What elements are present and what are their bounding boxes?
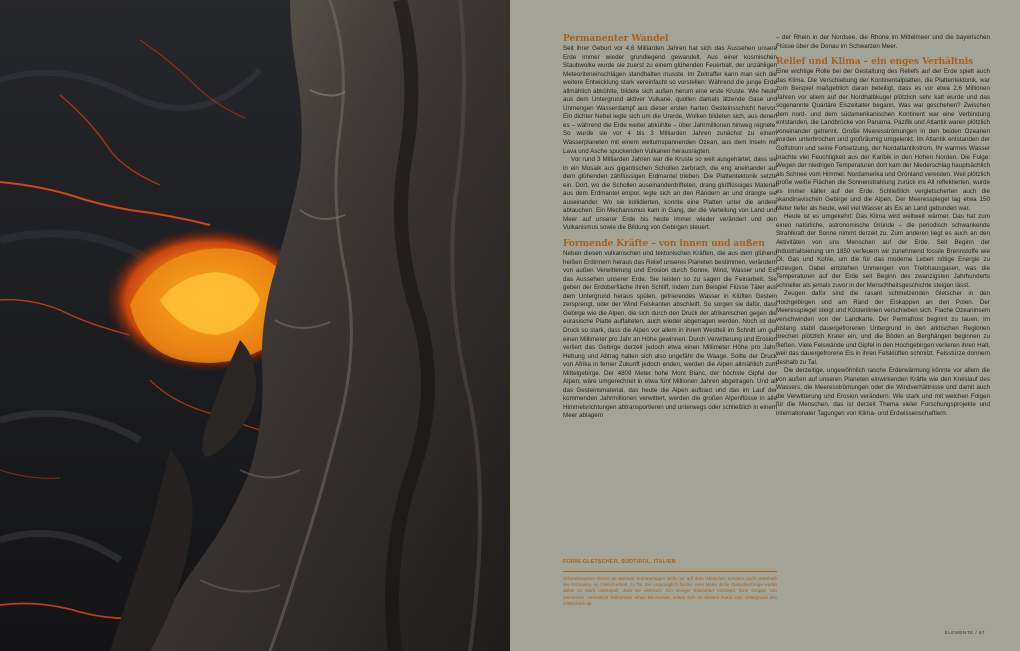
photo-caption — [563, 559, 777, 607]
paragraph: Eine wichtige Rolle bei der Gestaltung des Reliefs auf der Erde spielt auch das Klima. Die Verschiebung der Kontinentalplatten, die Plattentektonik, war zum Beispiel maßgeblich daran beteiligt, dass es vor etwa 2,6 Millionen Jahren vor allem auf der Nordhalbkugel plötzlich sehr kalt wurde und das sogenannte Quartäre Eiszeitalter begann. Was war geschehen? Zwischen dem nord- und dem südamerikanischen Kontinent war eine Verbindung entstanden, die Landbrücke von Panama. Pazifik und Atlantik waren plötzlich voneinander getrennt. Große Meeresströmungen in den beiden Ozeanen wurden unterbrochen und großräumig umgelenkt. Im Atlantik entstanden der Golfstrom und seine Fortsetzung, der Nordatlantikstrom. Ihr warmes Wasser brachte viel Feuchtigkeit aus der Karibik in den Hohen Norden. Die Folge: Wegen der niedrigen Temperaturen dort kam der Niederschlag hauptsächlich als Schnee vom Himmel. Nordamerika und Grönland vereisten. Weil plötzlich große weiße Flächen die Sonnenstrahlung zurück ins All reflektierten, wurde es immer kälter auf der Erde. Schließlich vergletscherten auch die skandinavischen Gebirge und die Alpen. Der Meeresspiegel lag etwa 150 Meter tiefer als heute, weil viel Wasser als Eis an Land gebunden war. — [776, 68, 990, 212]
paragraph: Die derzeitige, ungewöhnlich rasche Erderwärmung könnte vor allem die von außen auf unseren Planeten einwirkenden Kräfte wie den Kreislauf des Wassers, die Meeresströmungen oder die Windverhältnisse und damit auch die Verwitterung und Erosion verändern. Wie stark und mit welchen Folgen für die Menschen, das ist derzeit Thema vieler Forschungsprojekte und internationaler Tagungen von Klima- und Erdwissenschaftlern. — [776, 367, 990, 417]
caption-title: FORNI-GLETSCHER, SÜDTIROL, ITALIEN — [563, 559, 676, 565]
text-page — [510, 0, 1020, 651]
paragraph: Zeugen dafür sind die rasant schmelzenden Gletscher in den Hochgebirgen und am Rand der Eiskappen an den Polen. Der Meeresspiegel steigt und Küstenlinien verschieben sich. Flache Ozeaninseln verschwinden von der Landkarte. Der Permafrost beginnt zu tauen. Im bislang stabil dauergefrorenen Untergrund in den arktischen Regionen brechen plötzlich Krater ein, und die Böden an Berghängen beginnen zu fließen. Viele Felswände und Gipfel in den Hochgebirgen verlieren ihren Halt, weil das dauergefrorene Eis in ihren Felsklüften schmilzt. Felsstürze donnern deshalb zu Tal. — [776, 290, 990, 366]
paragraph: Neben diesen vulkanischen und tektonischen Kräften, die aus dem glühend heißen Erdinnern heraus das Relief unseres Planeten bestimmen, verändern von außen Verwitterung und Erosion durch Sonne, Wind, Wasser und Eis das Aussehen unserer Erde. Sie leisten so zu sagen die Feinarbeit. Sie geben der Erdoberfläche ihren Schliff, indem zum Beispiel Flüsse Täler aus dem Untergrund heraus spülen, gefrierendes Wasser in Klüften Gestein zersprengt, oder der Wind Felskanten abschleift. So sorgen sie dafür, dass Gebirge wie die Alpen, die sich durch den Druck der afrikanischen gegen die eurasische Platte auffalteten, auch wieder abgetragen werden. Noch ist der Druck so stark, dass die Alpen vor allem in ihrem Westteil im Schnitt um gut einen Millimeter pro Jahr an Höhe gewinnen. Durch Verwitterung und Erosion verliert das Gebirge derzeit jedoch etwa einen Millimeter Höhe pro Jahr. Hebung und Abtrag halten sich also ungefähr die Waage. Sollte der Druck von Afrika in ferner Zukunft jedoch enden, werden die Alpen allmählich zum Mittelgebirge. Der 4809 Meter hohe Mont Blanc, der höchste Gipfel der Alpen, wäre umgerechnet in etwa fünf Millionen Jahren abgetragen. Und all das Gesteinsmaterial, das heute die Alpen aufbaut und das im Lauf der kommenden Jahrmillionen verwittert, werden die großen Alpenflüsse in alle Himmelsrichtungen abtransportieren und unterwegs oder schließlich in einem Meer ablagern — [563, 250, 778, 420]
paragraph: Vor rund 3 Milliarden Jahren war die Kruste so weit ausgehärtet, dass sie in ein Mosaik aus gigantischen Schollen zerbrach, die eng aneinander auf dem glühenden zähflüssigen Erdmantel trieben. Die Plattentektonik setzte ein. Dort, wo die Schollen auseinanderdrifteten, drang glutflüssiges Material aus dem Erdmantel empor, legte sich an den Rändern an und drängte sie auseinander. Wo sie kollidierten, konnte eine Platten unter die andere abtauchen. Ein Mechanismus kam in Gang, der die Verteilung von Land und Meer auf unserer Erde bis heute immer wieder verändert und den Vulkanismus sowie die Bildung von Gebirgen steuert. — [563, 156, 777, 232]
caption-text: Schmelzwasser strömt an warmen Sommertagen nicht nur auf dem Gletscher, sondern auch unterhalb der Eismasse, im Gletscherbett, zu Tal. Die ursprünglich flache, viele Meter dicke Gletscherzunge wurde dabei so stark unterspült, dass sie einbrach. Ein riesiger Eistrichter entstand. Eine Gruppe von Menschen, vermutlich Teilnehmer eines Eis-Kurses, sehen sich an dessen Rand vom Untergrund des Gletschers ab. — [563, 576, 777, 606]
page-folio: ELEMENTE / 67 — [944, 631, 985, 636]
heading-permanenter-wandel: Permanenter Wandel — [563, 33, 669, 44]
paragraph: Heute ist es umgekehrt: Das Klima wird weltweit wärmer. Das hat zum einen natürliche, astronomische Gründe – die periodisch schwankende Strahlkraft der Sonne nimmt derzeit zu. Zum anderen liegt es auch an den Aktivitäten von uns Menschen auf der Erde. Seit Beginn der Industrialisierung um 1850 verfeuern wir zunehmend fossile Brennstoffe wie Öl, Gas und Kohle, um die für das moderne Leben nötige Energie zu erzeugen. Dabei entstehen Unmengen von Treibhausgasen, was die Temperaturen auf der Erde seit Beginn des zwanzigsten Jahrhunderts schneller als jemals zuvor in der Menschheitsgeschichte steigen lässt. — [776, 213, 990, 289]
paragraph: – der Rhein in der Nordsee, die Rhone im Mittelmeer und die bayerischen Flüsse über die Donau im Schwarzen Meer. — [776, 34, 990, 50]
heading-relief-und-klima: Relief und Klima – ein enges Verhältnis — [776, 56, 974, 68]
heading-formende-kraefte: Formende Kräfte – von innen und außen — [563, 238, 765, 250]
caption-divider — [563, 571, 777, 572]
paragraph: Seit ihrer Geburt vor 4,6 Milliarden Jahren hat sich das Aussehen unsere Erde immer wieder grundlegend gewandelt. Aus einer kosmischen Staubwolke wurde sie zuerst zu einem glühenden Feuerball, der unzähligen Meteoriteneinschlägen standhalten musste. Im Zeitraffer kann man sich die weitere Entwicklung stark vereinfacht so vorstellen: Während die junge Erde allmählich abkühlte, bildete sich außen herum eine erste Kruste. Wie heute aus dem Untergrund aktiver Vulkane, quollen damals ätzende Gase und Unmengen Wasserdampf aus dieser ersten harten Gesteinsschicht hervor. Ein dichter Nebel legte sich um die Urerde, Wolken bildeten sich, aus denen es – während die Erde weiter abkühlte – über Jahrmillionen hinweg regnete. So wurde sie vor 4 bis 3 Milliarden Jahren zunächst zu einem Wasserplaneten mit einem weltumspannenden Ozean, aus dem Inseln mit Lava und Asche spuckenden Vulkanen herausragten. — [563, 45, 777, 155]
text-column-left — [563, 34, 777, 421]
text-column-right — [776, 34, 990, 419]
